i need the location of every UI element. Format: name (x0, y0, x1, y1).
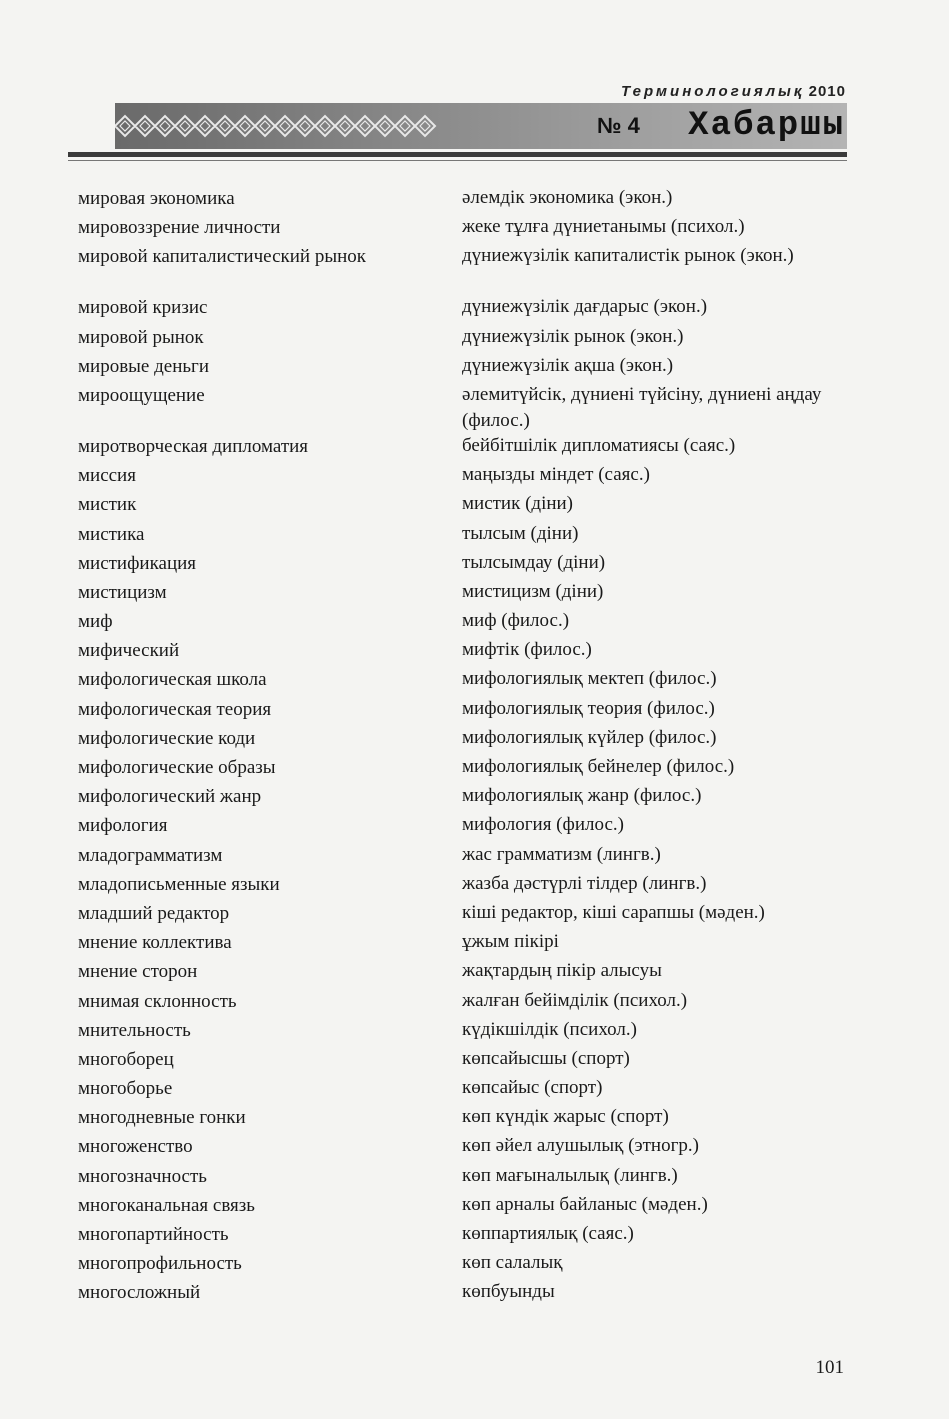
kazakh-term: мистик (діни) (462, 493, 574, 515)
glossary-row (0, 987, 949, 1016)
russian-term: миротворческая дипломатия (78, 435, 309, 457)
kazakh-term: дүниежүзілік капиталистік рынок (экон.) (462, 245, 794, 267)
kazakh-term: мифология (филос.) (462, 814, 624, 836)
kazakh-term: мифтік (филос.) (462, 639, 592, 661)
header-rule-thin (68, 160, 847, 161)
glossary-row (0, 665, 949, 694)
kazakh-term: миф (филос.) (462, 610, 570, 632)
journal-title-line (621, 83, 846, 100)
header-rule-thick (68, 152, 847, 157)
glossary-row (0, 753, 949, 782)
kazakh-term: тылсым (діни) (462, 522, 579, 544)
russian-term: мнение коллектива (78, 932, 232, 954)
kazakh-term: жақтардың пікір алысуы (462, 960, 662, 982)
russian-term: мировые деньги (78, 355, 210, 377)
russian-term: мировой капиталистический рынок (78, 246, 366, 268)
glossary-row (0, 432, 949, 461)
kazakh-term: күдікшілдік (психол.) (462, 1018, 637, 1040)
glossary-row (0, 242, 949, 293)
glossary-row (0, 578, 949, 607)
kazakh-term: әлемитүйсік, дүниені түйсіну, дүниені аңдау (филос.) (462, 383, 822, 431)
russian-term: многодневные гонки (78, 1107, 246, 1129)
journal-title: Терминологиялық (621, 83, 805, 100)
header-band (115, 103, 847, 149)
page-header (0, 0, 949, 175)
glossary-row (0, 1132, 949, 1161)
issue-number: № 4 (597, 113, 640, 138)
glossary-row (0, 520, 949, 549)
kazakh-term: мифологиялық жанр (филос.) (462, 785, 702, 807)
russian-term: миссия (78, 465, 136, 487)
kazakh-term: жалған бейімділік (психол.) (462, 989, 688, 1011)
kazakh-term: дүниежүзілік рынок (экон.) (462, 325, 684, 347)
russian-term: мифологический жанр (78, 786, 262, 808)
journal-name: Хабаршы (688, 107, 845, 145)
glossary-row (0, 1074, 949, 1103)
russian-term: младописьменные языки (78, 873, 280, 895)
russian-term: многозначность (78, 1165, 207, 1187)
russian-term: мифологическая школа (78, 669, 267, 691)
glossary-row (0, 1103, 949, 1132)
kazakh-term: мистицизм (діни) (462, 580, 604, 602)
kazakh-term: бейбітшілік дипломатиясы (саяс.) (462, 434, 736, 456)
glossary-row (0, 293, 949, 322)
kazakh-term: көпбуынды (462, 1281, 555, 1303)
glossary-row (0, 957, 949, 986)
kazakh-term: мифологиялық бейнелер (филос.) (462, 756, 735, 777)
kazakh-term: дүниежүзілік дағдарыс (экон.) (462, 296, 708, 318)
kazakh-term: көп арналы байланыс (мәден.) (462, 1193, 708, 1215)
glossary-row (0, 1162, 949, 1191)
russian-term: мировой кризис (78, 297, 208, 319)
russian-term: мистика (78, 523, 145, 545)
russian-term: мистицизм (78, 581, 167, 603)
russian-term: мироощущение (78, 384, 205, 406)
russian-term: многопартийность (78, 1224, 229, 1245)
russian-term: многоканальная связь (78, 1194, 255, 1216)
russian-term: многосложный (78, 1282, 201, 1304)
russian-term: многопрофильность (78, 1253, 242, 1275)
glossary-row (0, 1045, 949, 1074)
russian-term: мифологическая теория (78, 698, 272, 720)
russian-term: мнение сторон (78, 961, 198, 983)
glossary-row (0, 782, 949, 811)
glossary-row (0, 381, 949, 432)
kazakh-term: мифологиялық теория (филос.) (462, 697, 715, 719)
kazakh-term: кіші редактор, кіші сарапшы (мәден.) (462, 901, 765, 923)
kazakh-term: жас грамматизм (лингв.) (462, 843, 661, 865)
glossary-row (0, 899, 949, 928)
glossary-row (0, 811, 949, 840)
glossary-row (0, 1016, 949, 1045)
kazakh-term: көп мағыналылық (лингв.) (462, 1164, 678, 1186)
kazakh-term: ұжым пікірі (462, 931, 559, 953)
kazakh-term: әлемдік экономика (экон.) (462, 187, 673, 208)
russian-term: мнимая склонность (78, 990, 237, 1012)
kazakh-term: көпсайысшы (спорт) (462, 1047, 630, 1069)
kazakh-term: көп күндік жарыс (спорт) (462, 1106, 669, 1128)
glossary-row (0, 607, 949, 636)
glossary-row (0, 1220, 949, 1249)
russian-term: младший редактор (78, 902, 230, 924)
glossary-row (0, 184, 949, 213)
russian-term: многоборье (78, 1078, 173, 1100)
russian-term: мифологические коди (78, 727, 256, 749)
glossary-row (0, 461, 949, 490)
glossary-row (0, 1278, 949, 1307)
russian-term: мнительность (78, 1019, 191, 1041)
journal-year: 2010 (808, 83, 846, 100)
kazakh-term: маңызды міндет (саяс.) (462, 464, 650, 486)
glossary-row (0, 724, 949, 753)
ornament-pattern-icon (115, 107, 455, 145)
glossary-row (0, 213, 949, 242)
kazakh-term: жеке тұлға дүниетанымы (психол.) (462, 216, 745, 238)
glossary-entries (0, 184, 949, 1308)
russian-term: мифический (78, 640, 180, 662)
russian-term: мифология (78, 815, 168, 837)
kazakh-term: мифологиялық күйлер (филос.) (462, 726, 717, 748)
kazakh-term: жазба дәстүрлі тілдер (лингв.) (462, 872, 707, 894)
kazakh-term: мифологиялық мектеп (филос.) (462, 668, 717, 690)
russian-term: мировой рынок (78, 326, 204, 348)
glossary-row (0, 870, 949, 899)
page-number: 101 (815, 1357, 844, 1378)
kazakh-term: көп салалық (462, 1252, 563, 1274)
kazakh-term: дүниежүзілік ақша (экон.) (462, 354, 674, 376)
kazakh-term: көп әйел алушылық (этногр.) (462, 1135, 699, 1157)
russian-term: мистик (78, 494, 137, 516)
glossary-row (0, 1249, 949, 1278)
russian-term: многоженство (78, 1136, 193, 1158)
russian-term: мировая экономика (78, 188, 235, 209)
glossary-row (0, 695, 949, 724)
glossary-row (0, 928, 949, 957)
russian-term: миф (78, 611, 113, 633)
kazakh-term: көппартиялық (саяс.) (462, 1223, 634, 1244)
glossary-row (0, 490, 949, 519)
glossary-row (0, 352, 949, 381)
russian-term: мировоззрение личности (78, 217, 281, 239)
russian-term: мистификация (78, 552, 197, 574)
russian-term: мифологические образы (78, 757, 276, 778)
glossary-row (0, 323, 949, 352)
glossary-row (0, 549, 949, 578)
glossary-row (0, 636, 949, 665)
glossary-row (0, 841, 949, 870)
kazakh-term: тылсымдау (діни) (462, 551, 606, 573)
kazakh-term: көпсайыс (спорт) (462, 1077, 603, 1099)
glossary-row (0, 1191, 949, 1220)
russian-term: младограмматизм (78, 844, 223, 866)
russian-term: многоборец (78, 1048, 174, 1070)
